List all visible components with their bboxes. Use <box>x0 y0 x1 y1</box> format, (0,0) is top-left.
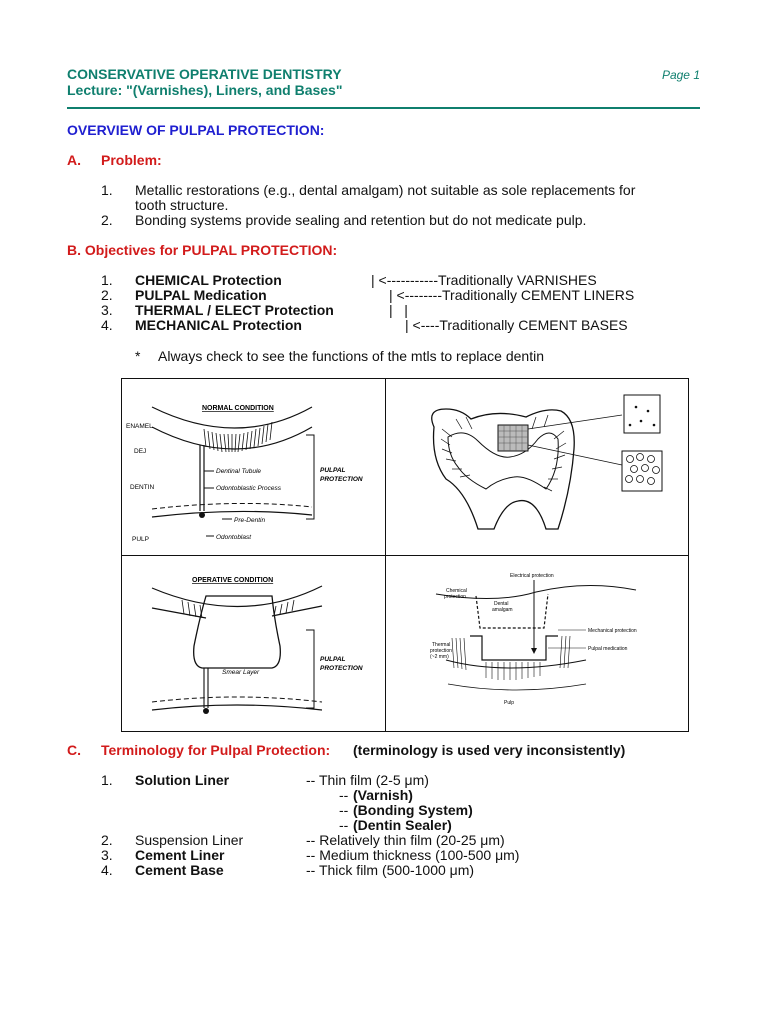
c-item-3-label: Cement Liner <box>135 847 225 863</box>
a-item-1-num: 1. <box>101 182 113 198</box>
operative-pulpal-label-1: PULPAL <box>320 656 346 663</box>
b-item-1-num: 1. <box>101 272 113 288</box>
c-item-2-num: 2. <box>101 832 113 848</box>
page-number: Page 1 <box>661 68 700 82</box>
lecture-title: Lecture: "(Varnishes), Liners, and Bases" <box>67 82 343 98</box>
a-item-2-line1: Bonding systems provide sealing and retention but do not medicate pulp. <box>135 212 587 228</box>
restoration-area <box>498 425 528 451</box>
c-sub-varnish: (Varnish) <box>353 787 413 803</box>
c-item-3-num: 3. <box>101 847 113 863</box>
c-sub-dash-3: -- <box>339 817 349 833</box>
label-chemical-2: protection <box>444 594 466 600</box>
label-amalgam-2: amalgam <box>492 607 513 613</box>
label-thermal-3: (~2 mm) <box>430 654 449 660</box>
label-amalgam-1: Dental <box>494 601 509 607</box>
figure-protection-diagram <box>386 556 689 731</box>
section-c-title: Terminology for Pulpal Protection: <box>101 742 331 758</box>
normal-pulpal-label-2: PROTECTION <box>320 476 363 483</box>
c-item-1-label: Solution Liner <box>135 772 230 788</box>
label-enamel: ENAMEL <box>126 423 153 430</box>
b-item-2-num: 2. <box>101 287 113 303</box>
c-item-4-num: 4. <box>101 862 113 878</box>
b-item-1-label: CHEMICAL Protection <box>135 272 282 288</box>
figure-operative-condition <box>122 556 385 731</box>
c-item-2-desc: -- Relatively thin film (20-25 μm) <box>306 832 505 848</box>
a-item-1-line2: tooth structure. <box>135 197 229 213</box>
c-item-2-label: Suspension Liner <box>135 832 244 848</box>
note-text: Always check to see the functions of the mtls to replace dentin <box>158 348 544 364</box>
c-sub-dash-1: -- <box>339 787 349 803</box>
inset-sparse <box>624 395 660 433</box>
figure-normal-condition <box>122 379 385 555</box>
label-electrical-protection: Electrical protection <box>510 573 554 579</box>
operative-title: OPERATIVE CONDITION <box>192 577 274 584</box>
header-rule <box>67 107 700 109</box>
figure-tooth-section <box>386 379 689 555</box>
normal-title: NORMAL CONDITION <box>202 405 274 412</box>
label-thermal-2: protection <box>430 648 452 654</box>
arrow-bracket: | | <box>389 302 408 318</box>
a-item-2-num: 2. <box>101 212 113 228</box>
section-a-letter: A. <box>67 152 81 168</box>
inset-dense <box>622 451 662 491</box>
label-smear-layer: Smear Layer <box>222 669 260 676</box>
c-item-1-num: 1. <box>101 772 113 788</box>
note-star: * <box>135 348 141 364</box>
b-item-4-num: 4. <box>101 317 113 333</box>
operative-pulpal-label-2: PROTECTION <box>320 665 363 672</box>
section-b-title: B. Objectives for PULPAL PROTECTION: <box>67 242 338 258</box>
c-sub-sealer: (Dentin Sealer) <box>353 817 452 833</box>
normal-pulpal-label-1: PULPAL <box>320 467 346 474</box>
label-dej: DEJ <box>134 448 147 455</box>
b-item-4-label: MECHANICAL Protection <box>135 317 302 333</box>
arrow-cement-liners: | <--------Traditionally CEMENT LINERS <box>389 287 635 303</box>
b-item-2-label: PULPAL Medication <box>135 287 267 303</box>
section-a-title: Problem: <box>101 152 162 168</box>
label-dentin: DENTIN <box>130 484 155 491</box>
arrow-cement-bases: | <----Traditionally CEMENT BASES <box>405 317 628 333</box>
c-sub-dash-2: -- <box>339 802 349 818</box>
label-thermal-1: Thermal <box>432 642 451 648</box>
section-c-note: (terminology is used very inconsistently) <box>353 742 626 758</box>
c-item-4-label: Cement Base <box>135 862 224 878</box>
label-pre-dentin: Pre-Dentin <box>234 517 266 524</box>
arrow-varnishes: | <-----------Traditionally VARNISHES <box>371 272 597 288</box>
c-item-4-desc: -- Thick film (500-1000 μm) <box>306 862 475 878</box>
label-odontoblastic-process: Odontoblastic Process <box>216 485 282 492</box>
c-item-1-desc: -- Thin film (2-5 μm) <box>306 772 429 788</box>
c-sub-bonding: (Bonding System) <box>353 802 473 818</box>
b-item-3-num: 3. <box>101 302 113 318</box>
figure-grid <box>121 378 689 732</box>
a-item-1-line1: Metallic restorations (e.g., dental amalgam) not suitable as sole replacements for <box>135 182 636 198</box>
label-chemical-1: Chemical <box>446 588 467 594</box>
label-pulp: PULP <box>132 536 149 543</box>
label-dentinal-tubule: Dentinal Tubule <box>216 468 262 475</box>
overview-title: OVERVIEW OF PULPAL PROTECTION: <box>67 122 325 138</box>
b-item-3-label: THERMAL / ELECT Protection <box>135 302 334 318</box>
c-item-3-desc: -- Medium thickness (100-500 μm) <box>306 847 520 863</box>
label-pulp-diagram: Pulp <box>504 700 515 706</box>
label-pulpal-medication: Pulpal medication <box>588 646 628 652</box>
section-c-letter: C. <box>67 742 81 758</box>
label-odontoblast: Odontoblast <box>216 534 252 541</box>
label-mechanical-protection: Mechanical protection <box>588 628 637 634</box>
course-title: CONSERVATIVE OPERATIVE DENTISTRY <box>67 66 342 82</box>
